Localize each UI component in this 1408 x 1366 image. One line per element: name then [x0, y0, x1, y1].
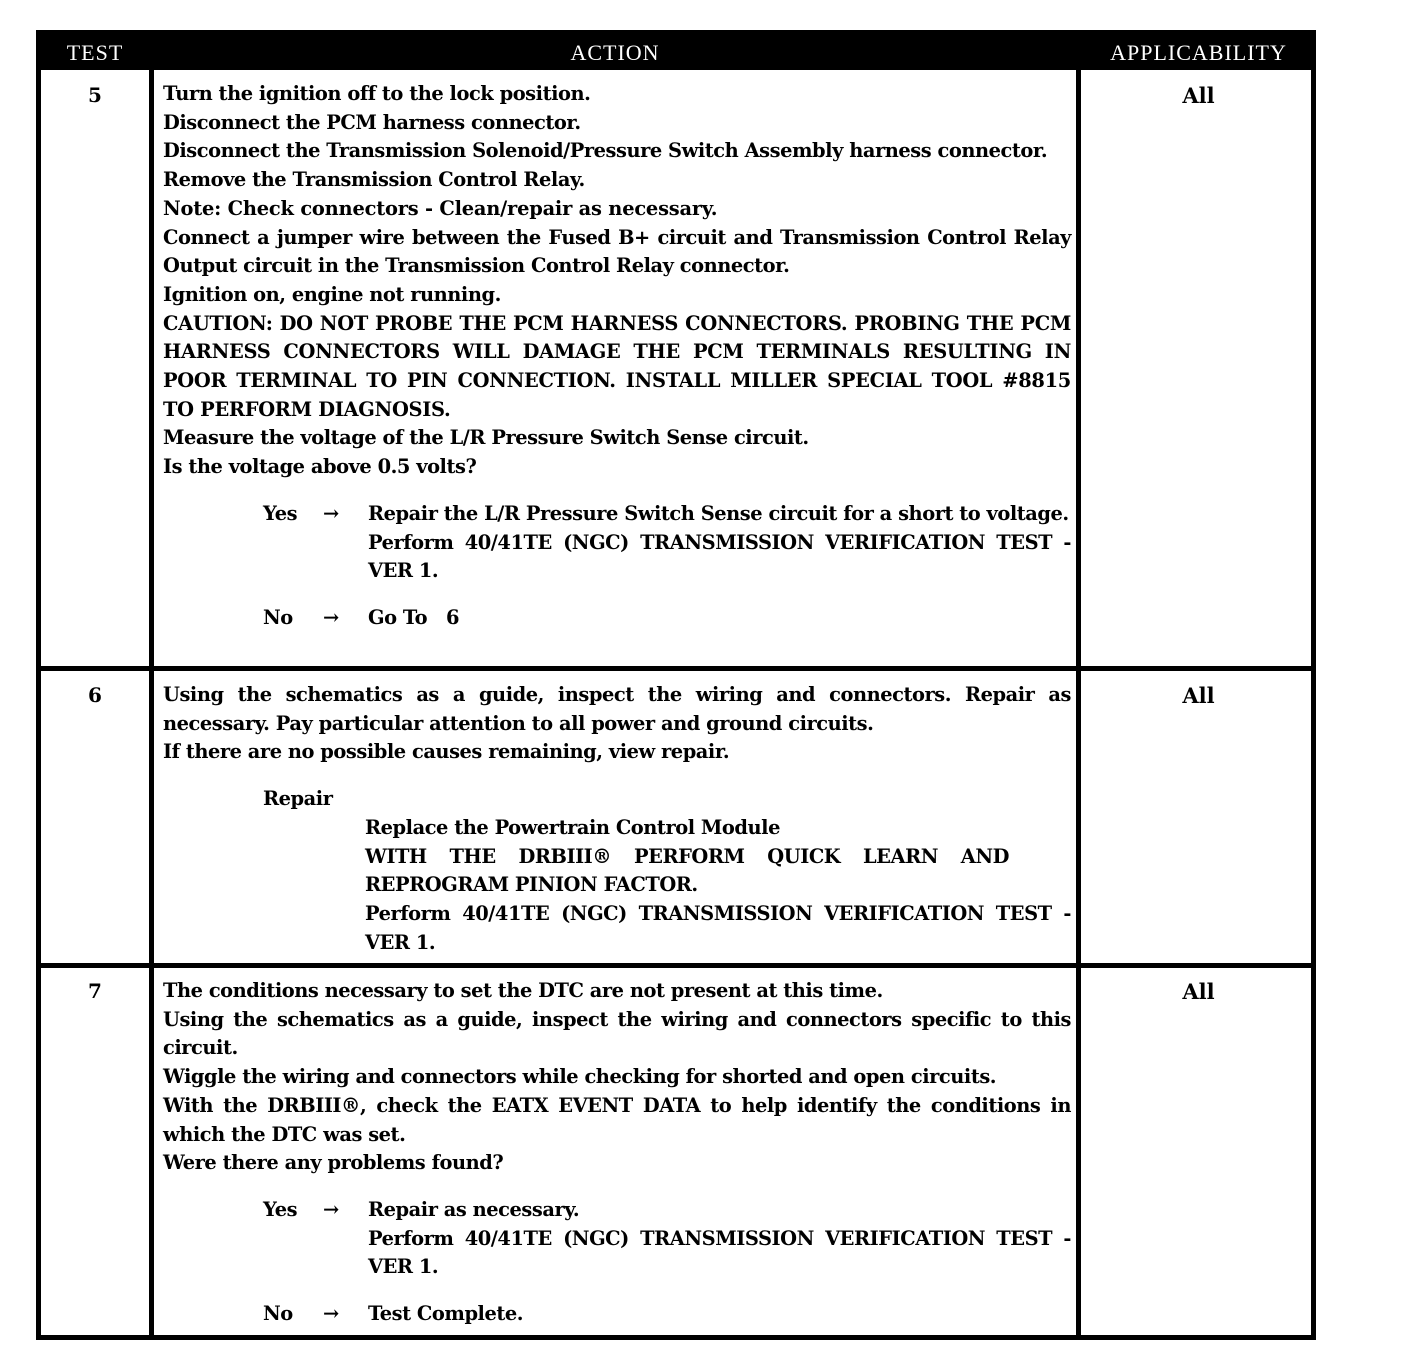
action-cell: [163, 681, 1071, 957]
yes-text-verification: Perform 40/41TE (NGC) TRANSMISSION VERIFICATION TEST - VER 1.: [368, 530, 1071, 583]
no-text: Go To 6: [368, 605, 460, 629]
question-text: Is the voltage above 0.5 volts?: [163, 455, 477, 479]
row-divider: [41, 963, 1311, 968]
test-number: 6: [88, 683, 102, 707]
repair-text: Replace the Powertrain Control Module: [365, 815, 780, 839]
step-text: Ignition on, engine not running.: [163, 282, 501, 306]
header-test: TEST: [66, 40, 124, 65]
repair-block: [163, 785, 1071, 957]
header-applicability: APPLICABILITY: [1110, 40, 1287, 65]
no-label: No: [263, 1302, 293, 1326]
test-number: 5: [88, 83, 102, 107]
step-text: Using the schematics as a guide, inspect the wiring and connectors specific to this circuit.: [163, 1007, 1071, 1060]
step-text: If there are no possible causes remaining, view repair.: [163, 740, 730, 764]
test-number: 7: [88, 979, 102, 1003]
note-text: Note: Check connectors - Clean/repair as necessary.: [163, 196, 718, 220]
response-block: [163, 500, 1071, 633]
caution-text: CAUTION: DO NOT PROBE THE PCM HARNESS CONNECTORS. PROBING THE PCM HARNESS CONNECTORS WILL DAMAGE THE PCM TERMINALS RESULTING IN POOR TERMINAL TO PIN CONNECTION. INSTALL MILLER SPECIAL TOOL #8815 TO PERFORM DIAGNOSIS.: [163, 311, 1071, 421]
step-text: Using the schematics as a guide, inspect the wiring and connectors. Repair as necessary. Pay particular attention to all power and ground circuits.: [163, 683, 1071, 735]
step-text: Wiggle the wiring and connectors while checking for shorted and open circuits.: [163, 1065, 997, 1089]
step-text: Disconnect the PCM harness connector.: [163, 110, 581, 134]
applicability-value: All: [1182, 979, 1215, 1004]
column-divider: [149, 70, 154, 1335]
arrow-icon: →: [323, 1197, 339, 1221]
diagnostic-table: [36, 30, 1316, 1340]
no-label: No: [263, 605, 293, 629]
header-action: ACTION: [570, 40, 660, 65]
arrow-icon: →: [323, 1302, 339, 1326]
row-divider: [41, 666, 1311, 671]
step-text: Measure the voltage of the L/R Pressure Switch Sense circuit.: [163, 426, 809, 450]
question-text: Were there any problems found?: [163, 1151, 504, 1175]
no-response: [163, 604, 1071, 633]
no-response: [163, 1300, 1071, 1329]
yes-text: Repair the L/R Pressure Switch Sense circuit for a short to voltage.: [368, 501, 1069, 525]
yes-label: Yes: [263, 501, 298, 525]
response-block: [163, 1196, 1071, 1329]
yes-response: [163, 500, 1071, 586]
step-text: Turn the ignition off to the lock position.: [163, 82, 591, 105]
step-text: Connect a jumper wire between the Fused B+ circuit and Transmission Control Relay Output circuit in the Transmission Control Relay connector.: [163, 225, 1071, 278]
step-text: The conditions necessary to set the DTC are not present at this time.: [163, 979, 883, 1002]
arrow-icon: →: [323, 605, 339, 629]
yes-text: Repair as necessary.: [368, 1197, 580, 1221]
no-text: Test Complete.: [368, 1302, 524, 1326]
step-text: With the DRBIII®, check the EATX EVENT DATA to help identify the conditions in which the DTC was set.: [163, 1093, 1071, 1146]
yes-label: Yes: [263, 1197, 298, 1221]
repair-text: WITH THE DRBIII® PERFORM QUICK LEARN AND REPROGRAM PINION FACTOR.: [365, 844, 1009, 897]
action-cell: [163, 977, 1071, 1329]
step-text: Remove the Transmission Control Relay.: [163, 168, 585, 192]
table-header: [41, 35, 1311, 70]
applicability-value: All: [1182, 683, 1215, 708]
yes-response: [163, 1196, 1071, 1282]
yes-text-verification: Perform 40/41TE (NGC) TRANSMISSION VERIFICATION TEST - VER 1.: [368, 1226, 1071, 1279]
action-cell: [163, 80, 1071, 633]
applicability-value: All: [1182, 83, 1215, 108]
repair-label: Repair: [263, 787, 333, 811]
step-text: Disconnect the Transmission Solenoid/Pressure Switch Assembly harness connector.: [163, 139, 1048, 163]
repair-text-verification: Perform 40/41TE (NGC) TRANSMISSION VERIFICATION TEST - VER 1.: [365, 901, 1071, 954]
arrow-icon: →: [323, 501, 339, 525]
